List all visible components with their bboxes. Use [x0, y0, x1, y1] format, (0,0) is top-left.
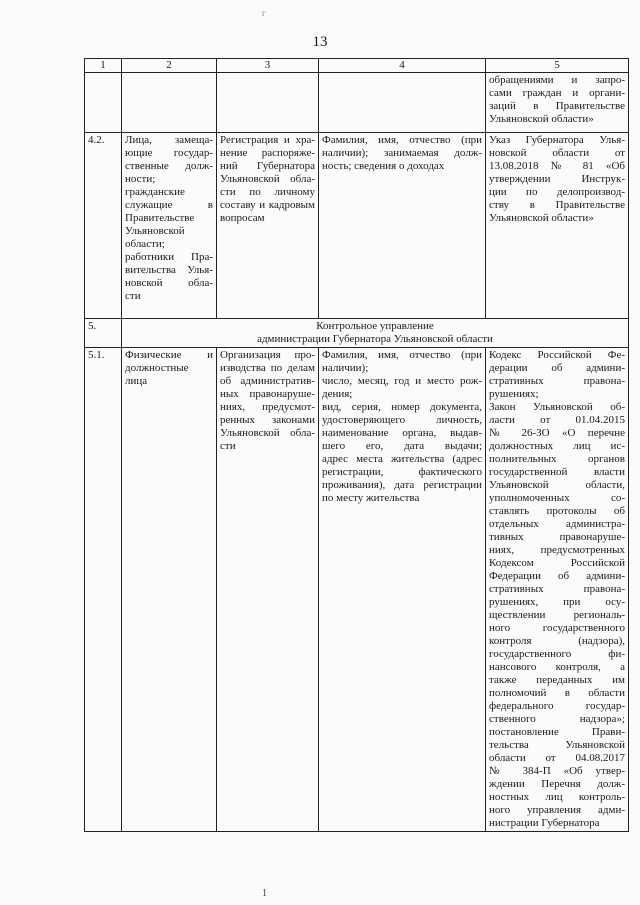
text-line: уполномоченных со- [489, 492, 625, 504]
text-line: наличии); [322, 362, 369, 374]
text-line: Правительстве [125, 212, 195, 224]
table-row-5-1 [85, 348, 629, 832]
text-line: ний Губернатора [220, 160, 315, 172]
row-data-composition [319, 73, 486, 133]
row-legal-basis [486, 73, 629, 133]
text-line: федерального государ- [489, 700, 625, 712]
text-line: полнительных органов [489, 453, 625, 465]
text-line: Фамилия, имя, отчество (при [322, 349, 482, 361]
text-line: лица [125, 375, 148, 387]
header-col-1: 1 [85, 59, 122, 73]
row-subjects [122, 73, 217, 133]
scan-mark-bottom: 1 [262, 888, 267, 899]
text-line: ностных лиц контроль- [489, 791, 625, 803]
text-line: заций в Правительстве [489, 100, 625, 112]
text-line: государственного фи- [489, 648, 625, 660]
table-row-4-2 [85, 133, 629, 319]
text-line: регистрации, фактического [322, 466, 482, 478]
text-line: № 26-ЗО «О перечне [489, 427, 625, 439]
text-line: ных правонаруше- [220, 388, 315, 400]
text-line: ность; сведения о доходах [322, 160, 445, 172]
text-line: адрес места жительства (адрес [322, 453, 482, 465]
text-line: сти [125, 290, 141, 302]
text-line: шего его, дата выдачи; [322, 440, 482, 452]
row-subjects [122, 133, 217, 319]
text-line: Кодекс Российской Фе- [489, 349, 625, 361]
text-line: должностные [125, 362, 189, 374]
text-line: ности; [125, 173, 156, 185]
text-line: гражданские [125, 186, 185, 198]
text-line: сами граждан и органи- [489, 87, 625, 99]
text-line: стративных правона- [489, 583, 625, 595]
text-line: Фамилия, имя, отчество (при [322, 134, 482, 146]
text-line: удостоверяющего личность, [322, 414, 482, 426]
row-number [85, 73, 122, 133]
scan-mark-top: г [262, 8, 266, 18]
text-line: Закон Ульяновской об- [489, 401, 625, 413]
text-line: нистрации Губернатора [489, 817, 600, 829]
text-line: также переданных им [489, 674, 625, 686]
section-title-line-2: администрации Губернатора Ульяновской области [257, 333, 493, 345]
row-data-composition [319, 133, 486, 319]
text-line: Организация про- [220, 349, 315, 361]
text-line: Указ Губернатора Улья- [489, 134, 625, 146]
text-line: 13.08.2018 № 81 «Об [489, 160, 625, 172]
header-col-5: 5 [486, 59, 629, 73]
text-line: дерации об админи- [489, 362, 625, 374]
text-line: Ульяновской области» [489, 113, 594, 125]
text-line: ственного надзора»; [489, 713, 625, 725]
text-line: Ульяновской области, [489, 479, 625, 491]
text-line: постановление Прави- [489, 726, 625, 738]
text-line: государственной власти [489, 466, 625, 478]
text-line: Ульяновской [125, 225, 185, 237]
text-line: новской обла- [125, 277, 213, 289]
row-legal-basis [486, 133, 629, 319]
text-line: области; [125, 238, 165, 250]
table-header-row [85, 59, 629, 73]
text-line: Регистрация и хра- [220, 134, 315, 146]
text-line: ренных законами [220, 414, 315, 426]
text-line: вид, серия, номер документа, [322, 401, 482, 413]
table-row-continuation [85, 73, 629, 133]
text-line: отдельных администра- [489, 518, 625, 530]
text-line: работники Пра- [125, 251, 213, 263]
text-line: ждении Перечня долж- [489, 778, 625, 790]
text-line: стративных правона- [489, 375, 625, 387]
text-line: нансового контроля, а [489, 661, 625, 673]
row-legal-basis [486, 348, 629, 832]
text-line: рушениях, при осу- [489, 596, 625, 608]
text-line: сти [220, 440, 236, 452]
text-line: наличии); занимаемая долж- [322, 147, 482, 159]
text-line: контроля (надзора), [489, 635, 625, 647]
text-line: Федерации об админи- [489, 570, 625, 582]
row-number: 5.1. [85, 348, 122, 832]
text-line: полномочий в области [489, 687, 625, 699]
text-line: ного управления адми- [489, 804, 625, 816]
text-line: служащие в [125, 199, 213, 211]
text-line: обращениями и запро- [489, 74, 625, 86]
text-line: Кодексом Российской [489, 557, 625, 569]
section-row-5 [85, 319, 629, 348]
row-data-composition [319, 348, 486, 832]
text-line: должностных лиц ис- [489, 440, 625, 452]
section-number: 5. [85, 319, 122, 348]
text-line: № 384-П «Об утвер- [489, 765, 625, 777]
text-line: Ульяновской обла- [220, 173, 315, 185]
text-line: ющие государ- [125, 147, 213, 159]
text-line: ществлении региональ- [489, 609, 625, 621]
text-line: ственные долж- [125, 160, 213, 172]
text-line: новской области от [489, 147, 625, 159]
text-line: изводства по делам [220, 362, 315, 374]
text-line: ного государственного [489, 622, 625, 634]
text-line: дения; [322, 388, 353, 400]
text-line: вопросам [220, 212, 265, 224]
row-purpose [217, 73, 319, 133]
text-line: ниях, предусмот- [220, 401, 315, 413]
header-col-3: 3 [217, 59, 319, 73]
row-subjects [122, 348, 217, 832]
header-col-4: 4 [319, 59, 486, 73]
section-title-line-1: Контрольное управление [316, 320, 434, 332]
text-line: об административ- [220, 375, 315, 387]
text-line: сти по личному [220, 186, 315, 198]
text-line: рушениях; [489, 388, 539, 400]
text-line: по месту жительства [322, 492, 420, 504]
text-line: ласти от 01.04.2015 [489, 414, 625, 426]
text-line: ставлять протоколы об [489, 505, 625, 517]
row-purpose [217, 133, 319, 319]
page-number: 13 [312, 34, 328, 50]
row-number: 4.2. [85, 133, 122, 319]
header-col-2: 2 [122, 59, 217, 73]
text-line: ции по делопроизвод- [489, 186, 625, 198]
text-line: наименование органа, выдав- [322, 427, 482, 439]
text-line: нение распоряже- [220, 147, 315, 159]
row-purpose [217, 348, 319, 832]
text-line: Физические и [125, 349, 213, 361]
text-line: составу и кадровым [220, 199, 315, 211]
text-line: Лица, замеща- [125, 134, 213, 146]
text-line: Ульяновской области» [489, 212, 594, 224]
text-line: Ульяновской обла- [220, 427, 315, 439]
text-line: проживания), дата регистрации [322, 479, 482, 491]
text-line: тивных правонаруше- [489, 531, 625, 543]
text-line: ниях, предусмотренных [489, 544, 625, 556]
text-line: утверждении Инструк- [489, 173, 625, 185]
text-line: области от 04.08.2017 [489, 752, 625, 764]
text-line: ству в Правительстве [489, 199, 625, 211]
text-line: вительства Улья- [125, 264, 213, 276]
text-line: число, месяц, год и место рож- [322, 375, 482, 387]
registry-table [84, 58, 629, 832]
section-title [122, 319, 629, 348]
text-line: тельства Ульяновской [489, 739, 625, 751]
